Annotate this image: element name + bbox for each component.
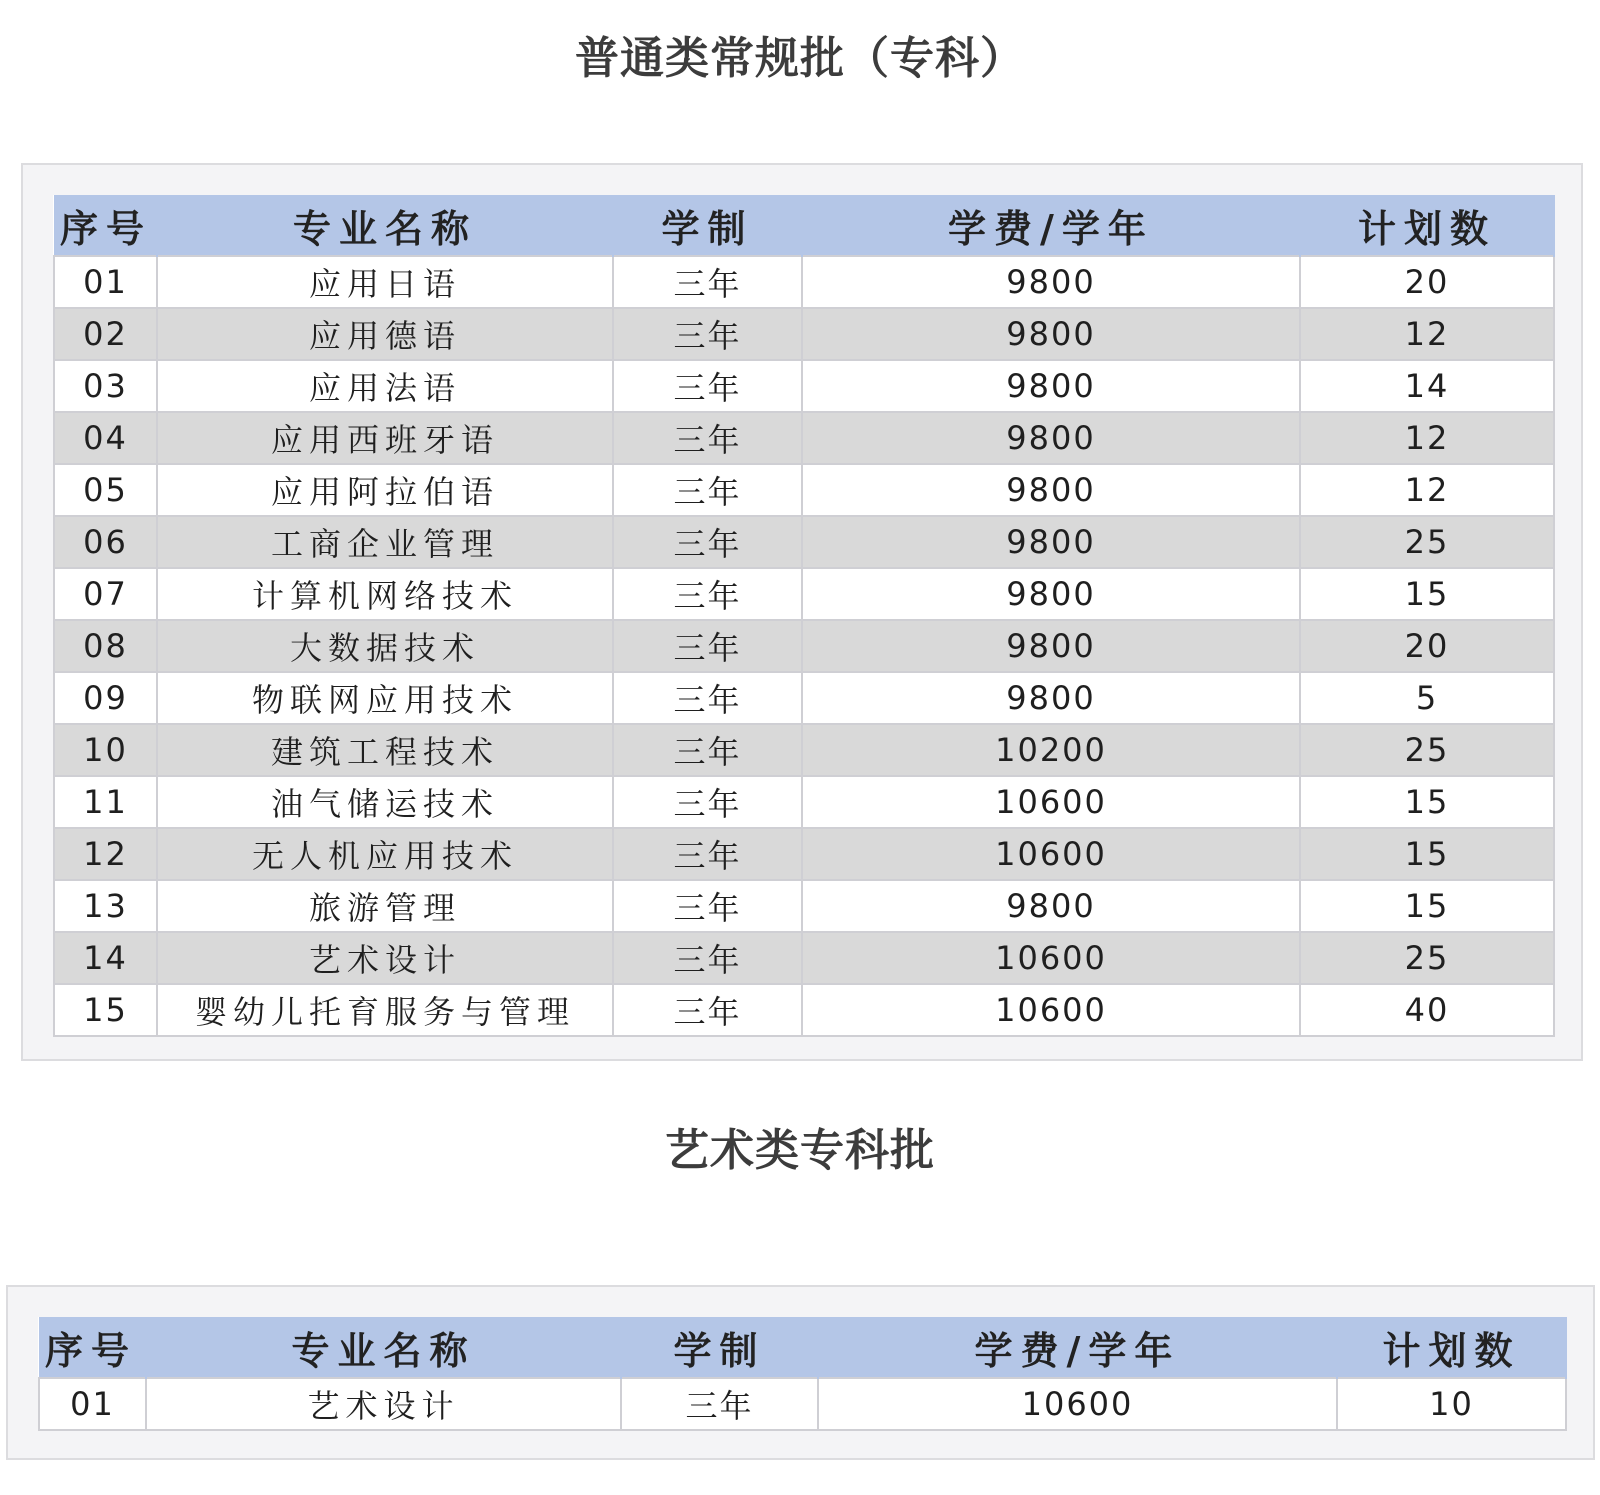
cell-duration: 三年 <box>621 1378 818 1430</box>
cell-index: 07 <box>54 568 157 620</box>
table-row <box>54 672 1554 724</box>
table-row <box>54 464 1554 516</box>
cell-duration: 三年 <box>613 360 802 412</box>
cell-tuition: 9800 <box>802 880 1300 932</box>
table-row <box>54 360 1554 412</box>
cell-quota: 15 <box>1300 568 1554 620</box>
cell-duration: 三年 <box>613 308 802 360</box>
table-row <box>54 984 1554 1036</box>
cell-major-name: 计算机网络技术 <box>157 568 613 620</box>
table-row <box>54 724 1554 776</box>
cell-index: 15 <box>54 984 157 1036</box>
header-major-name: 专业名称 <box>157 195 613 256</box>
cell-tuition: 9800 <box>802 620 1300 672</box>
cell-quota: 15 <box>1300 776 1554 828</box>
cell-index: 12 <box>54 828 157 880</box>
cell-tuition: 10200 <box>802 724 1300 776</box>
cell-tuition: 9800 <box>802 568 1300 620</box>
cell-quota: 15 <box>1300 828 1554 880</box>
table-row <box>54 880 1554 932</box>
cell-quota: 40 <box>1300 984 1554 1036</box>
cell-major-name: 物联网应用技术 <box>157 672 613 724</box>
header-quota: 计划数 <box>1337 1317 1566 1378</box>
cell-index: 14 <box>54 932 157 984</box>
table-row <box>54 412 1554 464</box>
cell-duration: 三年 <box>613 568 802 620</box>
cell-index: 02 <box>54 308 157 360</box>
header-quota: 计划数 <box>1300 195 1554 256</box>
cell-major-name: 艺术设计 <box>146 1378 621 1430</box>
table-row <box>54 256 1554 308</box>
cell-duration: 三年 <box>613 464 802 516</box>
cell-quota: 15 <box>1300 880 1554 932</box>
cell-major-name: 应用法语 <box>157 360 613 412</box>
cell-quota: 20 <box>1300 256 1554 308</box>
cell-tuition: 9800 <box>802 464 1300 516</box>
cell-major-name: 大数据技术 <box>157 620 613 672</box>
table-row <box>54 568 1554 620</box>
cell-tuition: 9800 <box>802 360 1300 412</box>
cell-duration: 三年 <box>613 516 802 568</box>
cell-tuition: 9800 <box>802 516 1300 568</box>
header-duration: 学制 <box>621 1317 818 1378</box>
table-row <box>54 620 1554 672</box>
header-major-name: 专业名称 <box>146 1317 621 1378</box>
cell-quota: 12 <box>1300 412 1554 464</box>
cell-quota: 25 <box>1300 932 1554 984</box>
table-header-row <box>54 195 1554 256</box>
cell-quota: 25 <box>1300 724 1554 776</box>
cell-duration: 三年 <box>613 828 802 880</box>
cell-quota: 25 <box>1300 516 1554 568</box>
section-title-regular: 普通类常规批（专科） <box>575 33 1025 84</box>
cell-index: 10 <box>54 724 157 776</box>
cell-duration: 三年 <box>613 620 802 672</box>
cell-major-name: 应用阿拉伯语 <box>157 464 613 516</box>
cell-tuition: 9800 <box>802 256 1300 308</box>
cell-index: 13 <box>54 880 157 932</box>
cell-duration: 三年 <box>613 672 802 724</box>
cell-major-name: 油气储运技术 <box>157 776 613 828</box>
cell-tuition: 10600 <box>802 932 1300 984</box>
table-row <box>54 932 1554 984</box>
cell-index: 11 <box>54 776 157 828</box>
cell-tuition: 9800 <box>802 412 1300 464</box>
cell-duration: 三年 <box>613 412 802 464</box>
cell-tuition: 10600 <box>802 776 1300 828</box>
cell-index: 05 <box>54 464 157 516</box>
cell-index: 03 <box>54 360 157 412</box>
cell-tuition: 9800 <box>802 308 1300 360</box>
cell-major-name: 应用日语 <box>157 256 613 308</box>
cell-duration: 三年 <box>613 256 802 308</box>
cell-duration: 三年 <box>613 724 802 776</box>
cell-index: 09 <box>54 672 157 724</box>
cell-duration: 三年 <box>613 984 802 1036</box>
cell-quota: 20 <box>1300 620 1554 672</box>
table-header-row <box>39 1317 1566 1378</box>
table-panel-regular <box>21 163 1583 1061</box>
header-index: 序号 <box>54 195 157 256</box>
cell-quota: 5 <box>1300 672 1554 724</box>
cell-tuition: 10600 <box>802 828 1300 880</box>
table-panel-art <box>6 1285 1595 1460</box>
cell-major-name: 建筑工程技术 <box>157 724 613 776</box>
cell-quota: 12 <box>1300 464 1554 516</box>
cell-index: 01 <box>39 1378 146 1430</box>
cell-major-name: 应用西班牙语 <box>157 412 613 464</box>
cell-tuition: 10600 <box>818 1378 1337 1430</box>
header-tuition: 学费/学年 <box>818 1317 1337 1378</box>
cell-duration: 三年 <box>613 932 802 984</box>
enrollment-table-regular <box>53 195 1555 1037</box>
cell-quota: 14 <box>1300 360 1554 412</box>
table-row <box>54 828 1554 880</box>
table-row <box>54 516 1554 568</box>
cell-tuition: 10600 <box>802 984 1300 1036</box>
header-duration: 学制 <box>613 195 802 256</box>
cell-duration: 三年 <box>613 880 802 932</box>
cell-tuition: 9800 <box>802 672 1300 724</box>
enrollment-table-art <box>38 1317 1567 1431</box>
cell-major-name: 工商企业管理 <box>157 516 613 568</box>
cell-major-name: 婴幼儿托育服务与管理 <box>157 984 613 1036</box>
cell-index: 04 <box>54 412 157 464</box>
cell-index: 01 <box>54 256 157 308</box>
header-tuition: 学费/学年 <box>802 195 1300 256</box>
cell-quota: 10 <box>1337 1378 1566 1430</box>
header-index: 序号 <box>39 1317 146 1378</box>
cell-index: 08 <box>54 620 157 672</box>
section-title-art: 艺术类专科批 <box>665 1125 935 1176</box>
cell-major-name: 艺术设计 <box>157 932 613 984</box>
cell-major-name: 无人机应用技术 <box>157 828 613 880</box>
table-row <box>39 1378 1566 1430</box>
cell-duration: 三年 <box>613 776 802 828</box>
cell-quota: 12 <box>1300 308 1554 360</box>
cell-major-name: 应用德语 <box>157 308 613 360</box>
table-row <box>54 776 1554 828</box>
cell-major-name: 旅游管理 <box>157 880 613 932</box>
cell-index: 06 <box>54 516 157 568</box>
table-row <box>54 308 1554 360</box>
